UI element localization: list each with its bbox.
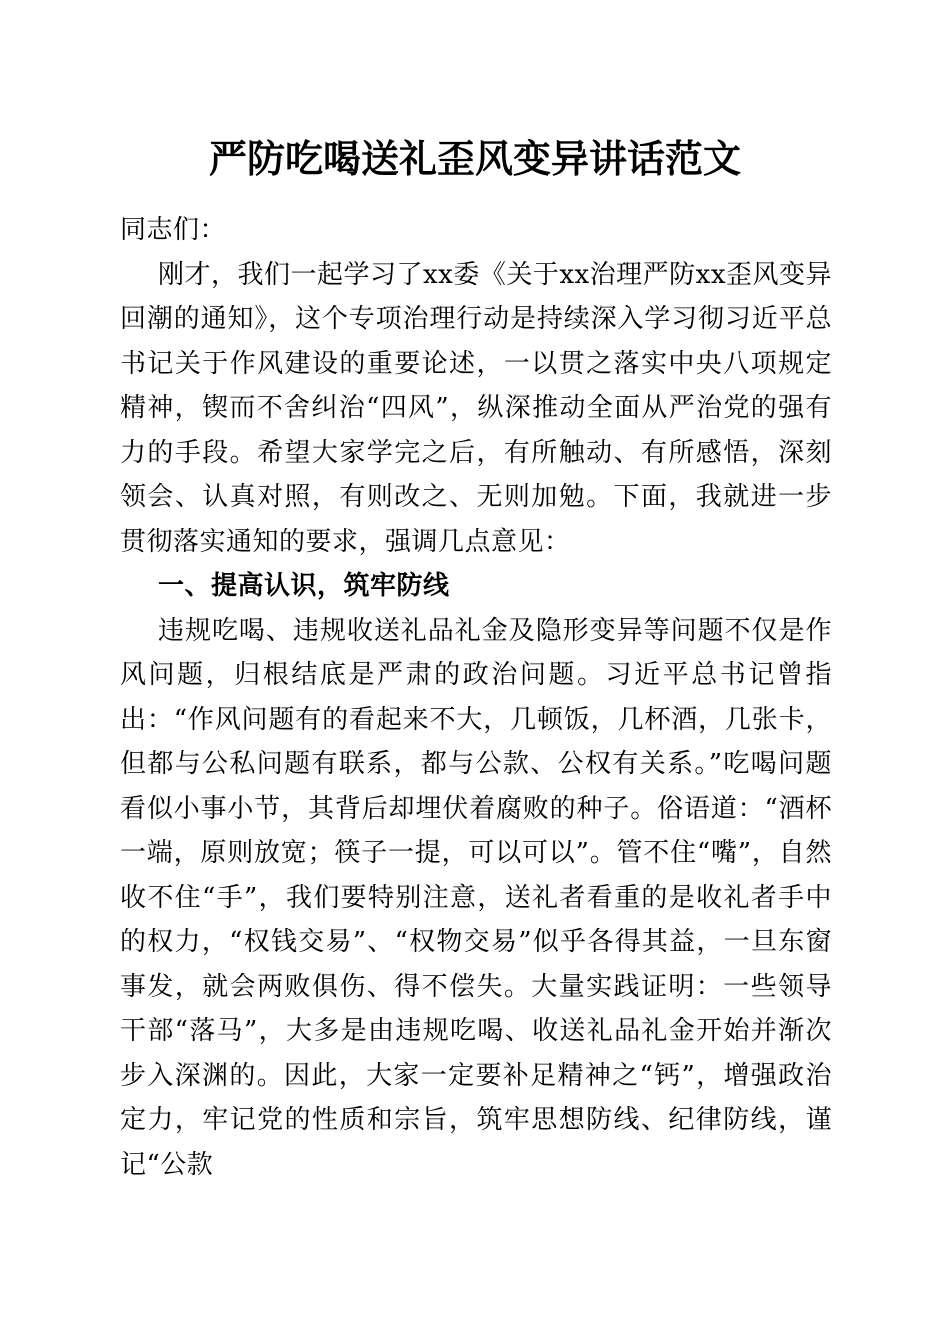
section-heading: 一、提高认识，筑牢防线 [158,571,450,601]
section-paragraph: 违规吃喝、违规收送礼品礼金及隐形变异等问题不仅是作风问题，归根结底是严肃的政治问题。习近平总书记曾指出：“作风问题有的看起来不大，几顿饭，几杯酒，几张卡，但都与公私问题有联系，都与公款、公权有关系。”吃喝问题看似小事小节，其背后却埋伏着腐败的种子。俗语道：“酒杯一端，原则放宽；筷子一提，可以可以”。管不住“嘴”，自然收不住“手”，我们要特别注意，送礼者看重的是收礼者手中的权力，“权钱交易”、“权物交易”似乎各得其益，一旦东窗事发，就会两败俱伤、得不偿失。大量实践证明：一些领导干部“落马”，大多是由违规吃喝、收送礼品礼金开始并渐次步入深渊的。因此，大家一定要补足精神之“钙”，增强政治定力，牢记党的性质和宗旨，筑牢思想防线、纪律防线，谨记“公款 [120,615,832,1180]
document-title: 严防吃喝送礼歪风变异讲话范文 [208,136,741,181]
document-body [120,208,832,1187]
intro-paragraph: 刚才，我们一起学习了xx委《关于xx治理严防xx歪风变异回潮的通知》，这个专项治理行动是持续深入学习彻习近平总书记关于作风建设的重要论述，一以贯之落实中央八项规定精神，锲而不舍纠治“四风”，纵深推动全面从严治党的强有力的手段。希望大家学完之后，有所触动、有所感悟，深刻领会、认真对照，有则改之、无则加勉。下面，我就进一步贯彻落实通知的要求，强调几点意见： [120,259,832,557]
salutation: 同志们： [120,215,227,245]
